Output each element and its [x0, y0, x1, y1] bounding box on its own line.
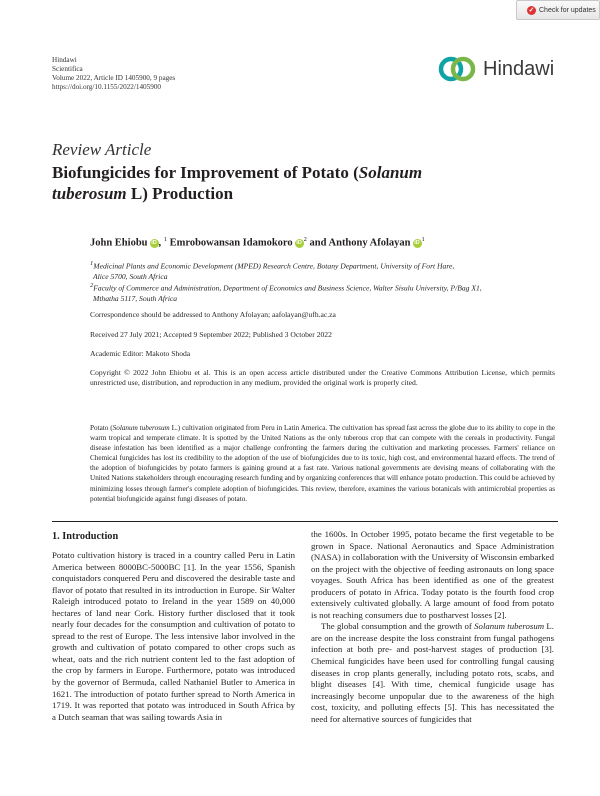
author-name[interactable]: Emrobowansan Idamokoro [169, 237, 293, 249]
abstract-text: Potato ( [90, 424, 113, 432]
body-paragraph: the 1600s. In October 1995, potato became the first vegetable to be grown in Space. National Aeronautics and Space Administration (NASA) in collaboration with the University of Wisconsin embarked on the project with the objective of feeding astronauts on long space voyages. South Africa has been identified as one of the greatest producers of potato in Africa. Today potato is the fourth food crop extensively cultivated globally. A large amount of food from potato is not reaching consumers due to postharvest losses [2]. [311, 529, 554, 620]
author-affiliation-sup: 1 [421, 236, 425, 243]
publisher-name: Hindawi [52, 56, 77, 64]
body-italic: Solanum tuberosum [474, 621, 545, 632]
affiliation-line: Faculty of Commerce and Administration, Department of Economics and Business Science, Walter Sisulu University, P/Bag X1, [93, 283, 482, 293]
author-affiliation-sup: 2 [303, 236, 307, 243]
affiliation-1 [90, 259, 550, 283]
author-separator: and [306, 237, 329, 249]
body-text: The global consumption and the growth of [321, 621, 475, 632]
author-affiliation-sup: 1 [163, 236, 167, 243]
abstract-text: L.) cultivation originated from Peru in Latin America. The cultivation has spread fast across the globe due to its ability to cope in the warm tropical and temperate climate. It is spotted by the United Nations as the only tuberous crop that can compete with the cereals in productivity. Fungal disease infestation has been identified as a major challenge confronting the farmers during the cultivation and marketing processes. Farmers' reliance on Chemical fungicides has lost its credibility to the adoption of the use of biofungicides due to its toxic, high cost, and environmental hazard effects. The trend of the adoption of biofungicides by potato farmers is gaining ground at a fast rate. Various national governments are devising means of collaborating with the United Nations stakeholders through encouraging research funding and by organizing conferences that will enhance potato production. This could be achieved by minimizing losses through farmer's complete adoption of biofungicides. This review, therefore, examines the various botanicals with antimicrobial properties as potential biofungicide against fungi diseases of potato. [90, 424, 555, 503]
body-paragraph: Potato cultivation history is traced in a country called Peru in Latin America between 8000BC-5000BC [1]. In the year 1556, Spanish conquistadors conquered Peru and discovered the desirable taste and flavor of potato that resulted in its introduction in Europe. Sir Walter Raleigh introduced potato to Ireland in the year 1589 on 40,000 hectares of land near Cork. History further disclosed that it took nearly four decades for the consumption and cultivation of potato to spread to the rest of Europe. The less intensive labor involved in the growth and cultivation of potato compared to other crops such as wheat, oats and the rich nutrient content led to the fast adoption of the crop by farmers in Europe. Furthermore, potato was introduced by the governor of Bermuda, called Nathaniel Butler to America in 1621. The introduction of potato further spread to North America in 1719. It was reported that potato was introduced in South Africa by a Dutch seaman that was sailing towards Asia in [52, 550, 295, 722]
author-separator: , [158, 237, 164, 249]
hindawi-logo [437, 55, 554, 83]
update-icon: ✓ [528, 7, 535, 14]
body-text: L. are on the increase despite the loss constraint from fungal pathogens infection at both pre- and post-harvest stages of production [3]. Chemical fungicides have been used for controlling fungal causing diseases in crop plants generally, including potato rots, scabs, and blight diseases [4]. With time, chemical fungicide usage has increasingly become unpopular due to the awareness of the high cost, toxicity, and polluting effects [5]. This has necessitated the need for alternative sources of fungicides that [311, 621, 554, 724]
body-column-left [52, 550, 295, 723]
body-column-right [311, 529, 554, 725]
journal-name: Scientifica [52, 64, 83, 73]
affiliation-number: 2 [90, 282, 94, 289]
abstract [90, 423, 555, 504]
orcid-icon[interactable]: iD [151, 239, 157, 246]
body-paragraph [311, 621, 554, 725]
title-text-2: L) Production [126, 184, 234, 203]
abstract-italic: Solanum tuberosum [112, 424, 170, 432]
article-type: Review Article [52, 140, 152, 159]
affiliation-line: Medicinal Plants and Economic Development (MPED) Research Centre, Botany Department, University of Fort Hare, [93, 261, 455, 271]
section-divider [52, 521, 558, 522]
check-for-updates-label: Check for updates [539, 6, 596, 14]
author-name[interactable]: John Ehiobu [90, 237, 148, 249]
author-name[interactable]: Anthony Afolayan [328, 237, 411, 249]
journal-meta [52, 56, 175, 92]
doi-link[interactable]: https://doi.org/10.1155/2022/1405900 [52, 82, 162, 91]
copyright-notice: Copyright © 2022 John Ehiobu et al. This is an open access article distributed under the Creative Commons Attribution License, which permits unrestricted use, distribution, and reproduction in any medium, provided the original work is properly cited. [90, 368, 555, 388]
publication-dates: Received 27 July 2021; Accepted 9 September 2022; Published 3 October 2022 [90, 330, 332, 339]
orcid-icon[interactable]: iD [296, 239, 302, 246]
affiliation-line: Mthatha 5117, South Africa [93, 294, 178, 304]
affiliation-number: 1 [90, 260, 94, 267]
affiliation-2 [90, 281, 550, 305]
correspondence: Correspondence should be addressed to Anthony Afolayan; aafolayan@ufh.ac.za [90, 310, 336, 319]
author-list [90, 236, 425, 249]
orcid-icon[interactable]: iD [414, 239, 420, 246]
affiliation-line: Alice 5700, South Africa [93, 272, 168, 282]
hindawi-logo-text: Hindawi [483, 57, 555, 80]
section-heading: 1. Introduction [52, 531, 119, 542]
check-for-updates-button[interactable] [516, 0, 600, 20]
volume-info: Volume 2022, Article ID 1405900, 9 pages [52, 73, 176, 82]
article-title [52, 162, 522, 204]
title-italic-2: tuberosum [52, 184, 127, 203]
title-italic-1: Solanum [358, 163, 423, 182]
academic-editor: Academic Editor: Makoto Shoda [90, 349, 191, 358]
hindawi-logo-icon [437, 55, 477, 83]
title-text-1: Biofungicides for Improvement of Potato ( [52, 163, 359, 182]
